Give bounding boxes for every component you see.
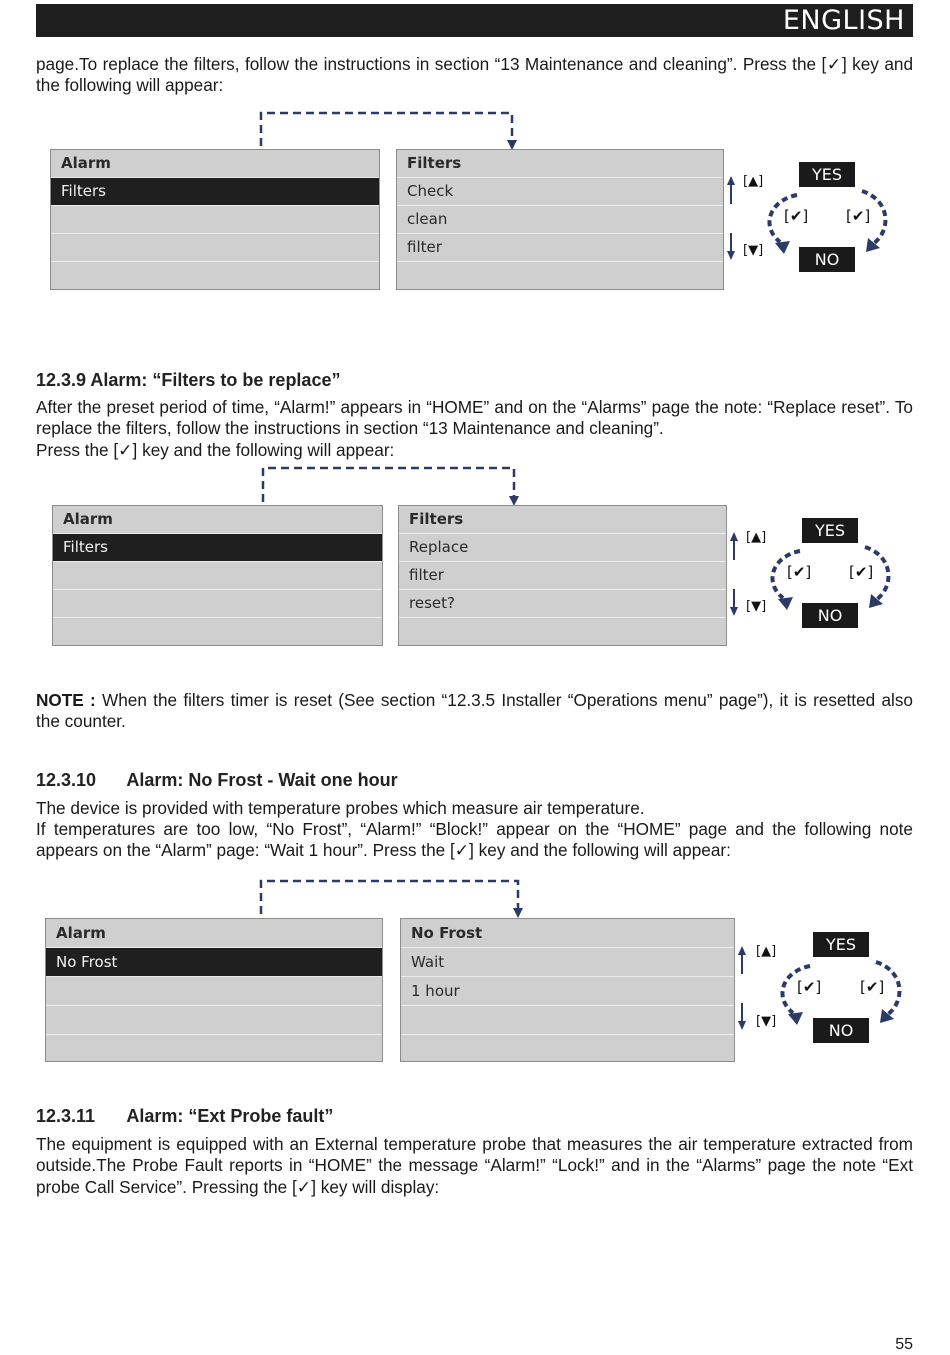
panel-row: Alarm bbox=[53, 506, 382, 534]
panel-row: Alarm bbox=[46, 919, 382, 948]
panel-row: Alarm bbox=[51, 150, 379, 178]
down-key-label: [▼] bbox=[756, 1014, 777, 1029]
note-text: When the filters timer is reset (See section “12.3.5 Installer “Operations menu” page”), it is resetted also the counter. bbox=[36, 690, 913, 732]
press-key-paragraph: Press the [✓] key and the following will appear: bbox=[36, 440, 395, 460]
up-key-label: [▲] bbox=[746, 530, 767, 545]
panel-row: reset? bbox=[399, 590, 726, 618]
yes-button: YES bbox=[802, 518, 858, 543]
panel-row: 1 hour bbox=[401, 977, 734, 1006]
intro-paragraph: page.To replace the filters, follow the instructions in section “13 Maintenance and cleaning”. Press the [✓] key and the following will appear: bbox=[36, 54, 913, 96]
heading-text: Alarm: No Frost - Wait one hour bbox=[126, 770, 398, 790]
panel-row: No Frost bbox=[401, 919, 734, 948]
probes-paragraph: The device is provided with temperature probes which measure air temperature. bbox=[36, 798, 645, 818]
panel-row: clean bbox=[397, 206, 723, 234]
confirm-key-right: [✔] bbox=[849, 563, 874, 581]
panel-row-selected: Filters bbox=[53, 534, 382, 562]
down-key-label: [▼] bbox=[743, 243, 764, 258]
confirm-key-left: [✔] bbox=[787, 563, 812, 581]
down-key-label: [▼] bbox=[746, 599, 767, 614]
no-frost-paragraph: If temperatures are too low, “No Frost”, “Alarm!” “Block!” appear on the “HOME” page and the following note appears on the “Alarm” page: “Wait 1 hour”. Press the [✓] key and the following will appear: bbox=[36, 819, 913, 861]
panel-row: Filters bbox=[399, 506, 726, 534]
up-key-label: [▲] bbox=[756, 944, 777, 959]
heading-text: Alarm: “Filters to be replace” bbox=[90, 370, 341, 390]
panel-row: Replace bbox=[399, 534, 726, 562]
confirm-key-right: [✔] bbox=[846, 207, 871, 225]
yes-button: YES bbox=[799, 162, 855, 187]
panel-row: Filters bbox=[397, 150, 723, 178]
heading-number: 12.3.9 bbox=[36, 370, 87, 390]
panel-row: Check bbox=[397, 178, 723, 206]
no-button: NO bbox=[802, 603, 858, 628]
page-number: 55 bbox=[895, 1336, 913, 1353]
panel-row: filter bbox=[397, 234, 723, 262]
heading-number: 12.3.10 bbox=[36, 770, 97, 790]
panel-row: filter bbox=[399, 562, 726, 590]
up-key-label: [▲] bbox=[743, 174, 764, 189]
yes-button: YES bbox=[813, 932, 869, 957]
no-button: NO bbox=[813, 1018, 869, 1043]
heading-text: Alarm: “Ext Probe fault” bbox=[126, 1106, 334, 1126]
confirm-key-right: [✔] bbox=[860, 978, 885, 996]
confirm-key-left: [✔] bbox=[797, 978, 822, 996]
note-label: NOTE : bbox=[36, 690, 96, 710]
panel-row-selected: No Frost bbox=[46, 948, 382, 977]
no-button: NO bbox=[799, 247, 855, 272]
filters-replace-paragraph: After the preset period of time, “Alarm!” appears in “HOME” and on the “Alarms” page the note: “Replace reset”. To replace the filters, follow the instructions in section “13 Maintenance and cleaning”. bbox=[36, 397, 913, 439]
panel-row: Wait bbox=[401, 948, 734, 977]
heading-number: 12.3.11 bbox=[36, 1106, 96, 1126]
ext-probe-paragraph: The equipment is equipped with an External temperature probe that measures the air temperature extracted from outside.The Probe Fault reports in “HOME” the message “Alarm!” “Lock!” and in the “Alarms” page the note “Ext probe Call Service”. Pressing the [✓] key will display: bbox=[36, 1134, 913, 1197]
panel-row-selected: Filters bbox=[51, 178, 379, 206]
section-heading-12-3-11 bbox=[36, 1105, 333, 1127]
confirm-key-left: [✔] bbox=[784, 207, 809, 225]
header-language-title: ENGLISH bbox=[782, 5, 905, 36]
